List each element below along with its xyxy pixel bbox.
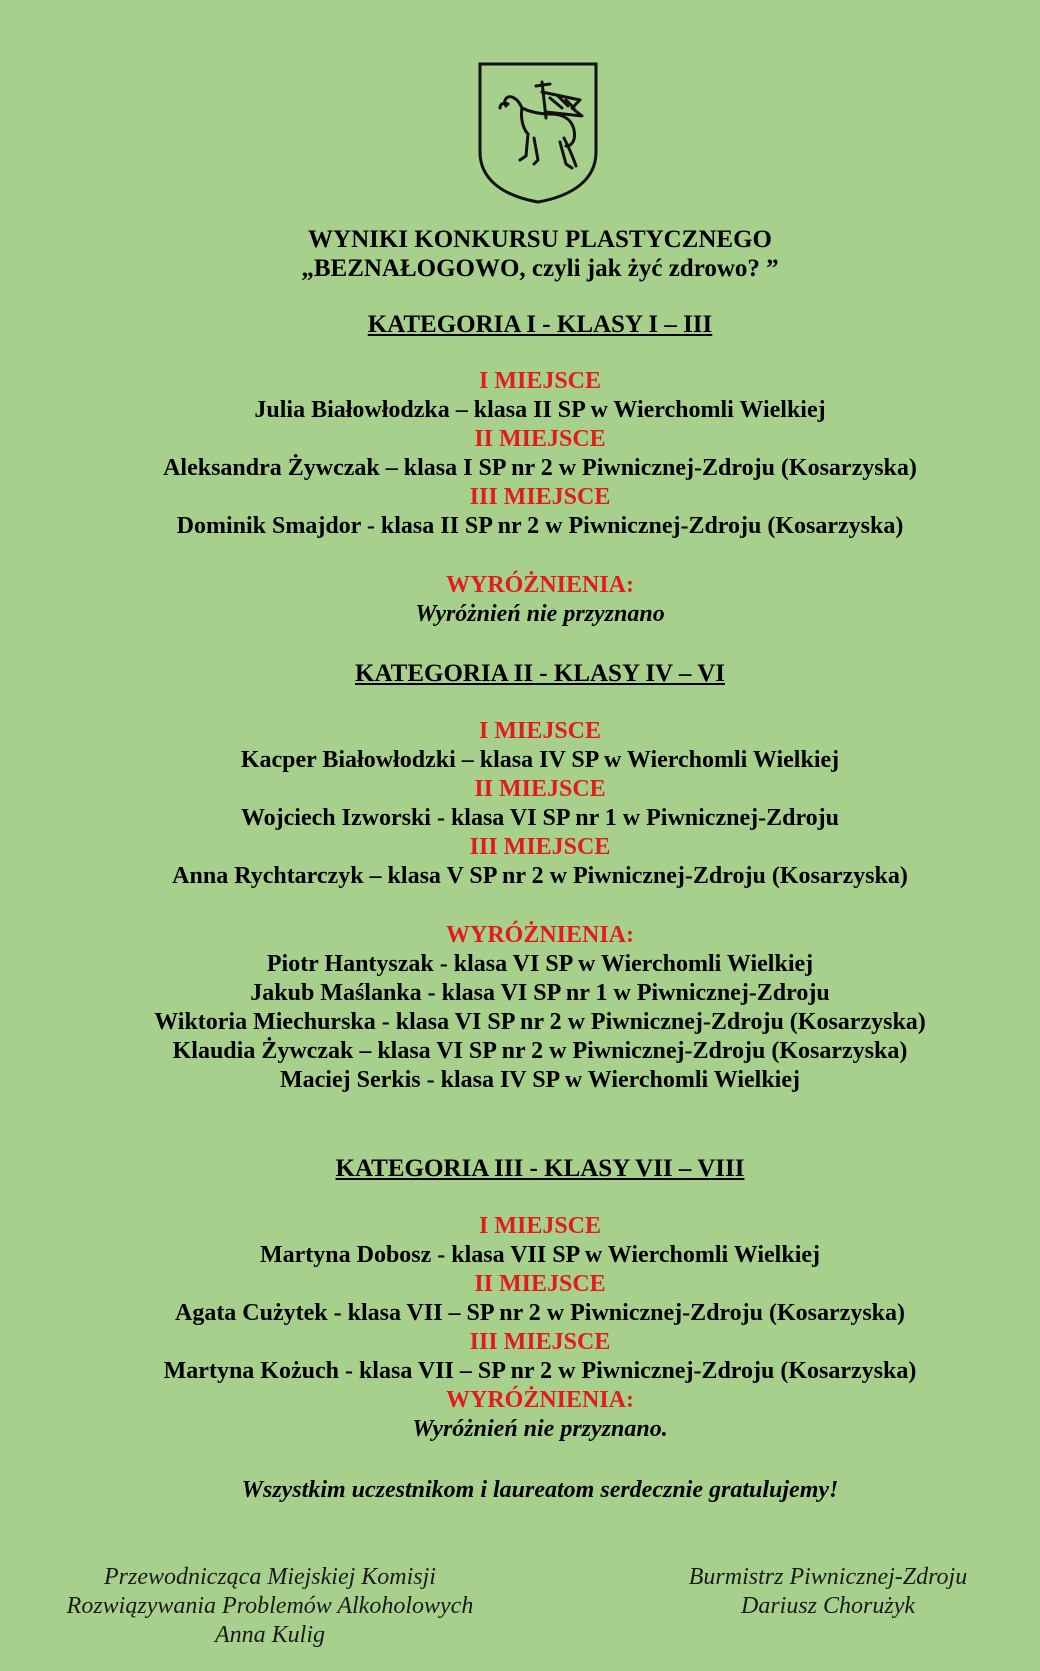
honors-item: Wiktoria Miechurska - klasa VI SP nr 2 w Piwnicznej-Zdroju (Kosarzyska) bbox=[154, 1009, 926, 1035]
first-place-winner: Julia Białowłodzka – klasa II SP w Wierchomli Wielkiej bbox=[254, 397, 826, 423]
third-place-winner: Anna Rychtarczyk – klasa V SP nr 2 w Piwnicznej-Zdroju (Kosarzyska) bbox=[172, 863, 908, 889]
congratulations-text: Wszystkim uczestnikom i laureatom serdecznie gratulujemy! bbox=[241, 1477, 839, 1503]
category-1-heading: KATEGORIA I - KLASY I – III bbox=[367, 311, 713, 338]
category-2-heading: KATEGORIA II - KLASY IV – VI bbox=[355, 660, 725, 687]
first-place-winner: Martyna Dobosz - klasa VII SP w Wierchomli Wielkiej bbox=[259, 1242, 821, 1268]
first-place-label: I MIEJSCE bbox=[478, 718, 602, 744]
signature-right-title: Burmistrz Piwnicznej-Zdroju bbox=[688, 1564, 968, 1590]
signature-left-title-2: Rozwiązywania Problemów Alkoholowych bbox=[66, 1593, 474, 1619]
honors-label: WYRÓŻNIENIA: bbox=[445, 572, 634, 598]
third-place-label: III MIEJSCE bbox=[469, 834, 611, 860]
honors-item: Maciej Serkis - klasa IV SP w Wierchomli Wielkiej bbox=[279, 1067, 800, 1093]
third-place-winner: Dominik Smajdor - klasa II SP nr 2 w Piwnicznej-Zdroju (Kosarzyska) bbox=[176, 513, 904, 539]
title-line-1: WYNIKI KONKURSU PLASTYCZNEGO bbox=[308, 226, 772, 253]
honors-none: Wyróżnień nie przyznano bbox=[415, 601, 665, 627]
signature-left bbox=[40, 1563, 500, 1650]
category-2-results bbox=[0, 717, 1040, 891]
honors-item: Klaudia Żywczak – klasa VI SP nr 2 w Piwnicznej-Zdroju (Kosarzyska) bbox=[172, 1038, 908, 1064]
first-place-label: I MIEJSCE bbox=[478, 368, 602, 394]
honors-item: Jakub Maślanka - klasa VI SP nr 1 w Piwnicznej-Zdroju bbox=[250, 980, 830, 1006]
third-place-label: III MIEJSCE bbox=[469, 1329, 611, 1355]
signature-right-name: Dariusz Chorużyk bbox=[740, 1593, 915, 1619]
results-title bbox=[0, 225, 1040, 283]
third-place-label: III MIEJSCE bbox=[469, 484, 611, 510]
second-place-label: II MIEJSCE bbox=[474, 1271, 606, 1297]
category-1-honors bbox=[0, 571, 1040, 629]
third-place-winner: Martyna Kożuch - klasa VII – SP nr 2 w Piwnicznej-Zdroju (Kosarzyska) bbox=[163, 1358, 917, 1384]
second-place-label: II MIEJSCE bbox=[474, 776, 606, 802]
first-place-winner: Kacper Białowłodzki – klasa IV SP w Wierchomli Wielkiej bbox=[240, 747, 840, 773]
title-line-2: „BEZNAŁOGOWO, czyli jak żyć zdrowo? ” bbox=[301, 255, 779, 282]
honors-none: Wyróżnień nie przyznano. bbox=[412, 1416, 668, 1442]
second-place-winner: Agata Cużytek - klasa VII – SP nr 2 w Piwnicznej-Zdroju (Kosarzyska) bbox=[174, 1300, 906, 1326]
first-place-label: I MIEJSCE bbox=[478, 1213, 602, 1239]
signature-left-name: Anna Kulig bbox=[214, 1622, 325, 1648]
second-place-winner: Aleksandra Żywczak – klasa I SP nr 2 w Piwnicznej-Zdroju (Kosarzyska) bbox=[163, 455, 917, 481]
category-1-results bbox=[0, 367, 1040, 541]
category-3-results bbox=[0, 1212, 1040, 1444]
category-2-honors bbox=[0, 921, 1040, 1095]
second-place-label: II MIEJSCE bbox=[474, 426, 606, 452]
honors-label: WYRÓŻNIENIA: bbox=[445, 922, 634, 948]
signature-left-title-1: Przewodnicząca Miejskiej Komisji bbox=[104, 1564, 436, 1590]
category-3-heading: KATEGORIA III - KLASY VII – VIII bbox=[335, 1155, 745, 1182]
honors-label: WYRÓŻNIENIA: bbox=[445, 1387, 634, 1413]
second-place-winner: Wojciech Izworski - klasa VI SP nr 1 w Piwnicznej-Zdroju bbox=[240, 805, 840, 831]
signature-right bbox=[668, 1563, 988, 1621]
honors-item: Piotr Hantyszak - klasa VI SP w Wierchomli Wielkiej bbox=[266, 951, 814, 977]
coat-of-arms-lamb-icon bbox=[476, 60, 600, 206]
